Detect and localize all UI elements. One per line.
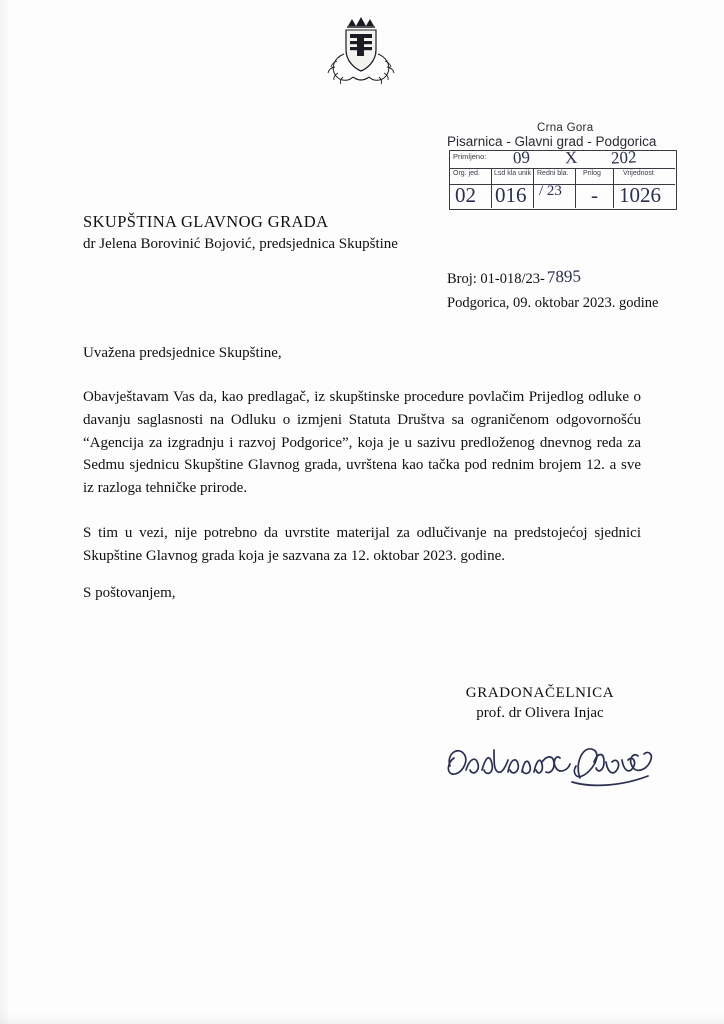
stamp-received-month: X (564, 147, 578, 168)
scan-edge-bottom (0, 1012, 724, 1024)
signatory-name: prof. dr Olivera Injac (476, 705, 604, 721)
addressee-institution: SKUPŠTINA GLAVNOG GRADA (83, 212, 329, 231)
stamp-col-value-2: / 23 (539, 183, 562, 199)
stamp-col-divider-1 (491, 168, 492, 208)
scan-edge-left (0, 0, 10, 1024)
stamp-received-day: 09 (512, 147, 531, 168)
paragraph-2: S tim u vezi, nije potrebno da uvrstite materijal za odlučivanje na predstojećoj sjednici Skupštine Glavnog grada koja je sazvana za 12. oktobar 2023. godine. (83, 524, 641, 564)
stamp-col-value-1: 016 (495, 183, 527, 207)
closing: S poštovanjem, (83, 585, 176, 601)
stamp-col-value-3: - (591, 183, 598, 207)
stamp-col-divider-3 (575, 168, 576, 208)
reference-block (447, 268, 697, 312)
stamp-col-header-0: Org. jed. (453, 170, 480, 177)
reference-number-label: Broj: 01-018/23- (447, 271, 545, 287)
letter-body (83, 386, 641, 590)
signatory-title: GRADONAČELNICA (465, 685, 615, 701)
handwritten-signature (442, 736, 672, 796)
stamp-office: Pisarnica - Glavni grad - Podgorica (447, 134, 657, 149)
addressee-block (83, 212, 503, 253)
stamp-col-header-3: Prilog (583, 170, 601, 177)
reference-number-row (447, 268, 697, 288)
stamp-col-value-0: 02 (455, 183, 476, 207)
reception-stamp (447, 122, 679, 212)
stamp-row-divider-1 (449, 168, 675, 169)
paragraph-1: Obavještavam Vas da, kao predlagač, iz skupštinske procedure povlačim Prijedlog odluke o davanju saglasnosti na Odluku o izmjeni Statuta Društva sa ograničenom odgovornošću “Agencija za izgradnju i razvoj Podgorice”, koja je u sazivu predloženog dnevnog reda za Sedmu sjednicu Skupštine Glavnog grada, uvrštena kao tačka pod rednim brojem 12. a sve iz razloga tehničke prirode. (83, 389, 641, 497)
stamp-col-divider-2 (533, 168, 534, 208)
stamp-col-header-4: Vrijednost (623, 170, 654, 177)
stamp-received-label: Primljeno: (453, 152, 487, 161)
stamp-received-year: 202 (610, 147, 637, 168)
signature-block (420, 685, 660, 722)
stamp-col-header-1: Lsd kla unik (494, 170, 531, 177)
stamp-col-divider-4 (613, 168, 614, 208)
stamp-col-value-4: 1026 (619, 183, 661, 207)
coat-of-arms-icon (322, 14, 400, 90)
salutation: Uvažena predsjednice Skupštine, (83, 345, 282, 361)
stamp-col-header-2: Redni bla. (537, 170, 569, 177)
reference-number-handwritten: 7895 (546, 266, 582, 287)
stamp-country: Crna Gora (537, 122, 594, 134)
addressee-person: dr Jelena Borovinić Bojović, predsjednica Skupštine (83, 236, 398, 252)
place-and-date: Podgorica, 09. oktobar 2023. godine (447, 295, 659, 311)
